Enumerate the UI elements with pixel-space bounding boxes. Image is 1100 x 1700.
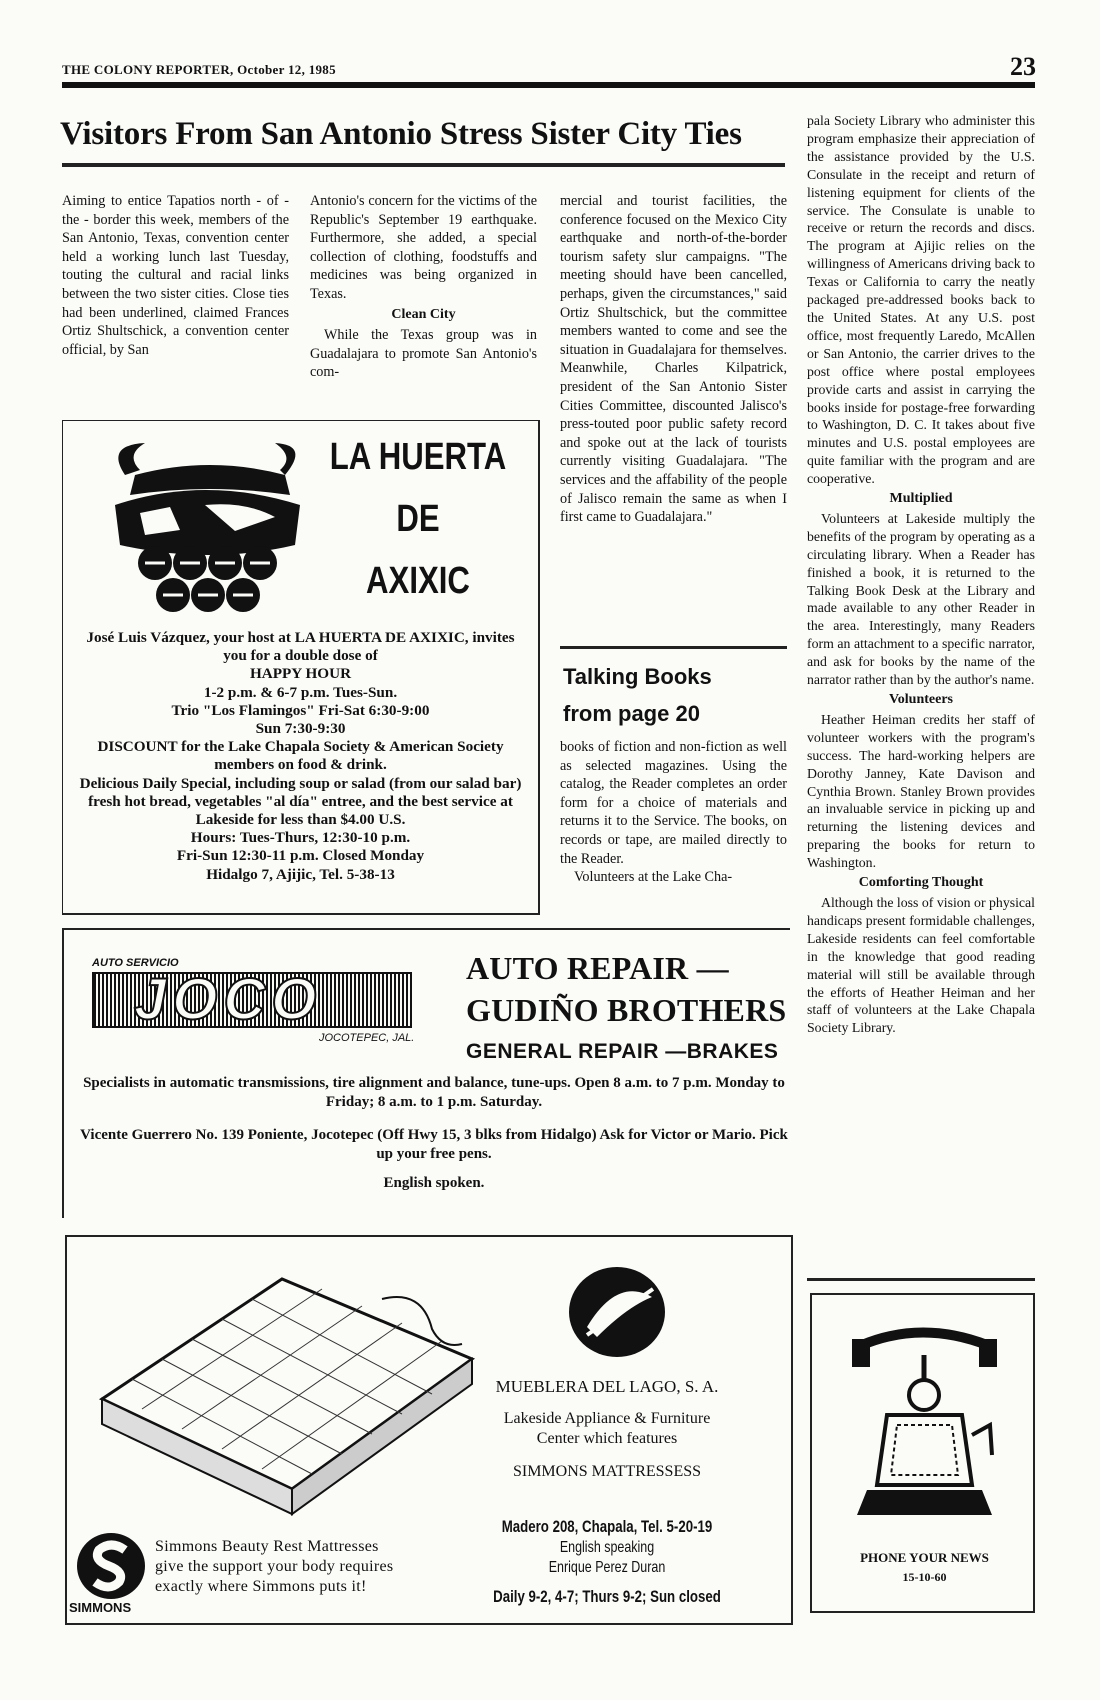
- article-text: mercial and tourist facilities, the conference focused on the Mexico City earthquake and north-of-the-border tourism safety slur campaigns. "The meeting should have been cancelled, perhaps, given the circumstances," said Ortiz Shultschick, but the committee members wanted to come and see the situation in Guadalajara for themselves. Meanwhile, Charles Kilpatrick, president of the San Antonio Sister Cities Committee, discounted Jalisco's press-touted poor public safety record and spoke out at the lack of tourists currently visiting Guadalajara. "The services and the affability of the people of Jalisco remain the same as when I first came to Guadalajara.": [560, 193, 787, 526]
- huerta-title-block: [308, 426, 528, 612]
- joco-logo: JOCO: [134, 967, 323, 1032]
- phone-caption: PHONE YOUR NEWS: [860, 1550, 989, 1565]
- article-text: books of fiction and non-fiction as well as selected magazines. Using the catalog, the Reader completes an order form for a choice of materials and returns it to the Service. The books, on records or tape, are mailed directly to the Reader.: [560, 739, 787, 867]
- article-col-3: [560, 192, 787, 527]
- joco-text: English spoken.: [383, 1175, 485, 1191]
- huerta-title-3: AXIXIC: [366, 560, 470, 602]
- huerta-title-2: DE: [396, 498, 440, 540]
- huerta-line: Trio "Los Flamingos" Fri-Sat 6:30-9:00: [171, 701, 430, 719]
- talking-books-heading: [563, 658, 712, 732]
- talking-books-rule: [560, 646, 787, 649]
- mueblera-store: MUEBLERA DEL LAGO, S. A.: [495, 1377, 719, 1396]
- huerta-line: Fri-Sun 12:30-11 p.m. Closed Monday: [176, 847, 425, 865]
- mueblera-tagline-2: Center which features: [536, 1430, 678, 1447]
- simmons-logo-icon: [75, 1532, 147, 1600]
- headline-rule: [62, 163, 785, 167]
- huerta-line: DISCOUNT for the Lake Chapala Society & American Society members on food & drink.: [97, 738, 504, 774]
- talking-books-title: Talking Books: [563, 664, 712, 689]
- mueblera-tagline-1: Lakeside Appliance & Furniture: [503, 1410, 711, 1427]
- mueblera-manager: Enrique Perez Duran: [548, 1559, 666, 1576]
- article-col-2: [310, 192, 537, 382]
- huerta-line: Hidalgo 7, Ajijic, Tel. 5-38-13: [206, 865, 395, 883]
- huerta-title-1: LA HUERTA: [329, 436, 507, 478]
- huerta-line: Delicious Daily Special, including soup or salad (from our salad bar) fresh hot bread, vegetables "al día" entree, and the best service at Lakeside for less than $4.00 U.S.: [79, 774, 522, 829]
- joco-title-1: AUTO REPAIR —: [466, 950, 729, 986]
- simmons-text: Simmons Beauty Rest Mattresses give the support your body requires exactly where Simmons puts it!: [155, 1538, 394, 1595]
- antique-telephone-icon: [852, 1325, 997, 1520]
- page-number: 23: [1010, 52, 1036, 81]
- article-text: Volunteers at the Lake Cha-: [574, 869, 733, 886]
- article-text: Although the loss of vision or physical handicaps present formidable challenges, Lakeside residents can feel comfortable in the knowledge that good reading material will still be available through the efforts of Heather Heiman and her staff of volunteers at the Lake Chapala Society Library.: [807, 894, 1035, 1036]
- article-col-1: [62, 192, 289, 359]
- huerta-line: HAPPY HOUR: [249, 665, 352, 683]
- article-text: Volunteers at Lakeside multiply the benefits of the program by operating as a circulating library. When a Reader has finished a book, it is returned to the Talking Book Desk at the Library and made available to any other Reader in the area. Interestingly, many Readers form an attachment to a specific narrator, and ask for books by the name of the narrator rather than by the author's name.: [807, 510, 1035, 688]
- huerta-body: [73, 629, 528, 884]
- joco-subtitle: GENERAL REPAIR —BRAKES: [466, 1040, 779, 1063]
- joco-text: Vicente Guerrero No. 139 Poniente, Jocotepec (Off Hwy 15, 3 blks from Hidalgo) Ask for Victor or Mario. Pick up your free pens.: [80, 1127, 788, 1162]
- joco-logo-top: AUTO SERVICIO: [92, 957, 179, 969]
- joco-logo-bottom: JOCOTEPEC, JAL.: [319, 1032, 415, 1044]
- article-text: pala Society Library who administer this program emphasize their appreciation of the assistance provided by the U.S. Consulate in the receipt and return of listening equipment for clients of the service. The Consulate is unable to receive or return the records and discs. The program at Ajijic relies on the willingness of Americans driving back to Texas or California to carry the neatly packaged pre-addressed books back to the United States. At any U.S. post office, most frequently Laredo, McAllen or San Antonio, the carrier drives to the post office where postal employees provide carts and assist in carrying the books inside for postage-free forwarding to Washington, D. C. It takes about five minutes and U.S. postal employees are quite familiar with the program and are cooperative.: [807, 113, 1035, 487]
- col4-rule: [807, 1278, 1035, 1281]
- ad-mueblera-del-lago: [65, 1235, 793, 1625]
- simmons-logo-text: SIMMONS: [69, 1600, 132, 1615]
- top-rule: [62, 82, 1035, 88]
- ad-phone-your-news: [810, 1293, 1035, 1613]
- joco-title-2: GUDIÑO BROTHERS: [466, 992, 787, 1028]
- subhead-multiplied: Multiplied: [889, 491, 953, 507]
- huerta-line: 1-2 p.m. & 6-7 p.m. Tues-Sun.: [203, 683, 398, 701]
- subhead-comforting: Comforting Thought: [858, 875, 984, 891]
- joco-body-1: [74, 1074, 794, 1112]
- article-text: Antonio's concern for the victims of the Republic's September 19 earthquake. Furthermore, she added, a special collection of clothing, foodstuffs and medicines was being organized in Texas.: [310, 193, 537, 302]
- mueblera-address: Madero 208, Chapala, Tel. 5-20-19: [501, 1517, 713, 1536]
- article-text: While the Texas group was in Guadalajara to promote San Antonio's com-: [310, 327, 537, 381]
- huerta-line: Sun 7:30-9:30: [255, 720, 346, 738]
- bull-logo-icon: [85, 435, 333, 625]
- mueblera-featured: SIMMONS MATTRESSESS: [512, 1463, 702, 1480]
- subhead-clean-city: Clean City: [391, 306, 456, 322]
- talking-books-jump: from page 20: [563, 701, 700, 726]
- ad-joco-auto-repair: [62, 928, 790, 1218]
- headline: Visitors From San Antonio Stress Sister City Ties: [60, 116, 742, 152]
- subhead-volunteers: Volunteers: [888, 692, 954, 707]
- mueblera-logo-icon: [557, 1257, 677, 1367]
- talking-books-col-3: [560, 738, 787, 887]
- masthead: THE COLONY REPORTER, October 12, 1985: [62, 62, 336, 77]
- huerta-line: Hours: Tues-Thurs, 12:30-10 p.m.: [190, 829, 411, 847]
- ad-la-huerta: [62, 420, 540, 915]
- joco-body-2: [74, 1126, 794, 1164]
- mueblera-english: English speaking: [559, 1539, 655, 1556]
- article-text: Aiming to entice Tapatios north - of - the - border this week, members of the San Antonio, Texas, convention center held a working lunch last Tuesday, touting the cultural and racial links between the two sister cities. Close ties had been underlined, claimed Frances Ortiz Shultschick, a convention center official, by San: [62, 193, 289, 358]
- joco-text: Specialists in automatic transmissions, tire alignment and balance, tune-ups. Open 8 a.m. to 7 p.m. Monday to Friday; 8 a.m. to 1 p.m. Saturday.: [83, 1075, 785, 1110]
- joco-body-3: [74, 1174, 794, 1193]
- article-text: Heather Heiman credits her staff of volunteer workers with the program's success. The hard-working helpers are Dorothy Janney, Kate Davison and Cynthia Brown. Stanley Brown provides an invaluable service in picking up and returning the listening devices and preparing the books for return to Washington.: [807, 711, 1035, 871]
- mueblera-hours: Daily 9-2, 4-7; Thurs 9-2; Sun closed: [493, 1587, 721, 1606]
- phone-number: 15-10-60: [902, 1570, 947, 1584]
- article-col-4: [807, 112, 1035, 1037]
- huerta-line: José Luis Vázquez, your host at LA HUERTA DE AXIXIC, invites you for a double dose of: [86, 629, 515, 665]
- mattress-illustration-icon: [82, 1249, 482, 1519]
